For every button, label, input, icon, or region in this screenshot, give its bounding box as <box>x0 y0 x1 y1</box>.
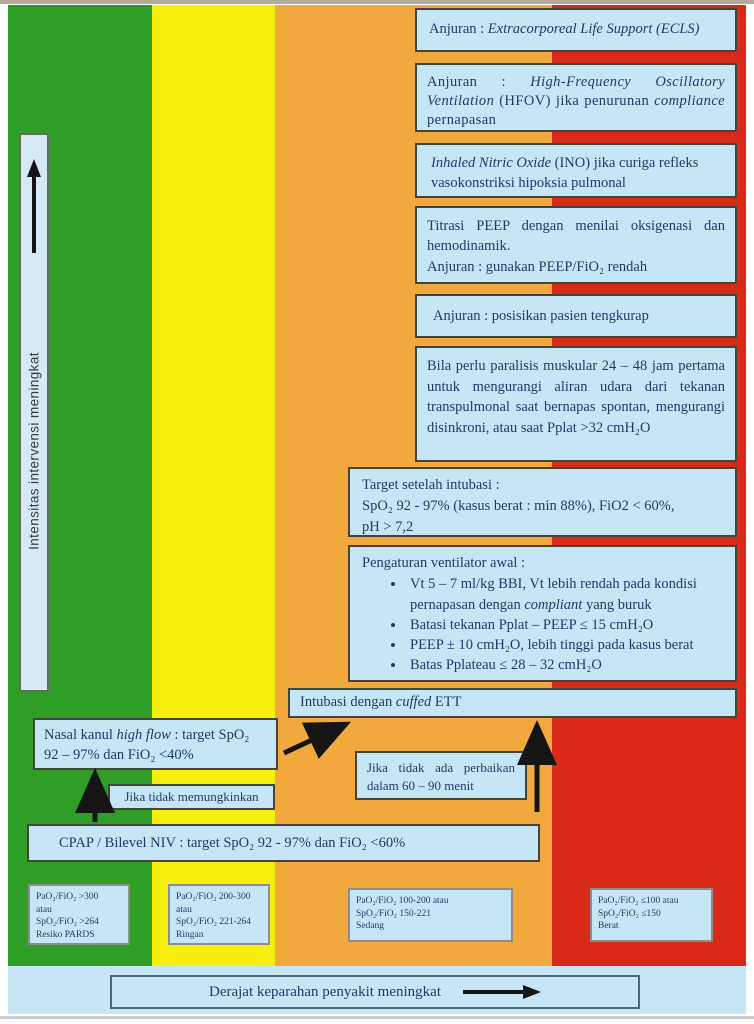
cpap-text: CPAP / Bilevel NIV : target SpO₂ 92 - 97% dan FiO₂ <60% <box>59 835 406 851</box>
severity-severe-text: PaO₂/FiO₂ ≤100 atau SpO₂/FiO₂ ≤150 Berat <box>598 896 679 932</box>
box-initial-ventilator-settings <box>348 545 737 682</box>
box-muscular-paralysis <box>415 346 737 462</box>
intervention-intensity-axis <box>19 133 49 692</box>
top-border-line <box>0 0 754 4</box>
prone-text: Anjuran : posisikan pasien tengkurap <box>433 308 649 324</box>
severity-band-mild <box>152 5 275 966</box>
box-peep-titration <box>415 206 737 284</box>
box-cpap-bilevel-niv <box>27 824 540 862</box>
ventilator-bullet-pplateau: • Batas Pplateau ≤ 28 – 32 cmH₂O <box>406 655 723 675</box>
severity-risk-text: PaO₂/FiO₂ >300 atau SpO₂/FiO₂ >264 Resiko PARDS <box>36 892 99 940</box>
severity-axis-strip <box>8 966 746 1014</box>
box-prone-position <box>415 294 737 338</box>
box-hfov-recommendation <box>415 63 737 132</box>
box-no-improvement <box>355 751 527 800</box>
severity-criteria-moderate <box>348 888 513 942</box>
severity-axis-label: Derajat keparahan penyakit meningkat <box>209 983 441 1000</box>
ventilator-settings-title: Pengaturan ventilator awal : <box>362 555 526 571</box>
box-ecls-recommendation <box>415 8 737 52</box>
if-not-possible-text: Jika tidak memungkinkan <box>124 789 259 804</box>
ecls-text: Anjuran : Extracorporeal Life Support (ECLS) <box>429 21 700 37</box>
severity-axis-box <box>110 975 640 1009</box>
box-if-not-possible <box>108 784 275 810</box>
ventilator-bullet-peep: • PEEP ± 10 cmH₂O, lebih tinggi pada kasus berat <box>406 635 723 655</box>
no-improvement-text: Jika tidak ada perbaikan dalam 60 – 90 menit <box>367 760 515 794</box>
peep-titration-text: Titrasi PEEP dengan menilai oksigenasi dan hemodinamik. Anjuran : gunakan PEEP/FiO₂ rendah <box>427 218 725 275</box>
paralysis-text: Bila perlu paralisis muskular 24 – 48 jam pertama untuk mengurangi aliran udara dari tekanan transpulmonal saat bernapas spontan, mengurangi disinkroni, atau saat Pplat >32 cmH₂O <box>427 358 725 436</box>
box-high-flow-nasal-cannula <box>33 718 278 770</box>
severity-criteria-mild <box>168 884 270 945</box>
intubation-text: Intubasi dengan cuffed ETT <box>300 694 462 710</box>
severity-criteria-severe <box>590 888 713 942</box>
bottom-border-line <box>0 1016 754 1019</box>
hfov-text: Anjuran : High-Frequency Oscillatory Ventilation (HFOV) jika penurunan compliance pernapasan <box>427 74 725 128</box>
intensity-axis-label: Intensitas intervensi meningkat <box>26 352 42 551</box>
severity-criteria-risk <box>28 884 130 945</box>
hfnc-text: Nasal kanul high flow : target SpO₂ 92 – 97% dan FiO₂ <40% <box>44 727 250 763</box>
box-post-intubation-target <box>348 467 737 537</box>
arrow-right-icon <box>461 985 541 999</box>
severity-mild-text: PaO₂/FiO₂ 200-300 atau SpO₂/FiO₂ 221-264 Ringan <box>176 892 251 940</box>
ventilator-settings-list <box>362 574 723 675</box>
ino-text: Inhaled Nitric Oxide (INO) jika curiga refleks vasokonstriksi hipoksia pulmonal <box>431 155 699 191</box>
ventilator-bullet-vt: • Vt 5 – 7 ml/kg BBI, Vt lebih rendah pada kondisi pernapasan dengan compliant yang buruk <box>406 574 723 615</box>
post-intubation-target-text: Target setelah intubasi : SpO₂ 92 - 97% (kasus berat : min 88%), FiO2 < 60%, pH > 7,2 <box>362 477 675 536</box>
arrow-up-icon <box>27 159 41 255</box>
box-ino-recommendation <box>415 143 737 198</box>
severity-moderate-text: PaO₂/FiO₂ 100-200 atau SpO₂/FiO₂ 150-221 Sedang <box>356 896 449 932</box>
box-intubation-cuffed-ett <box>288 688 737 718</box>
ventilator-bullet-pplat: • Batasi tekanan Pplat – PEEP ≤ 15 cmH₂O <box>406 615 723 635</box>
